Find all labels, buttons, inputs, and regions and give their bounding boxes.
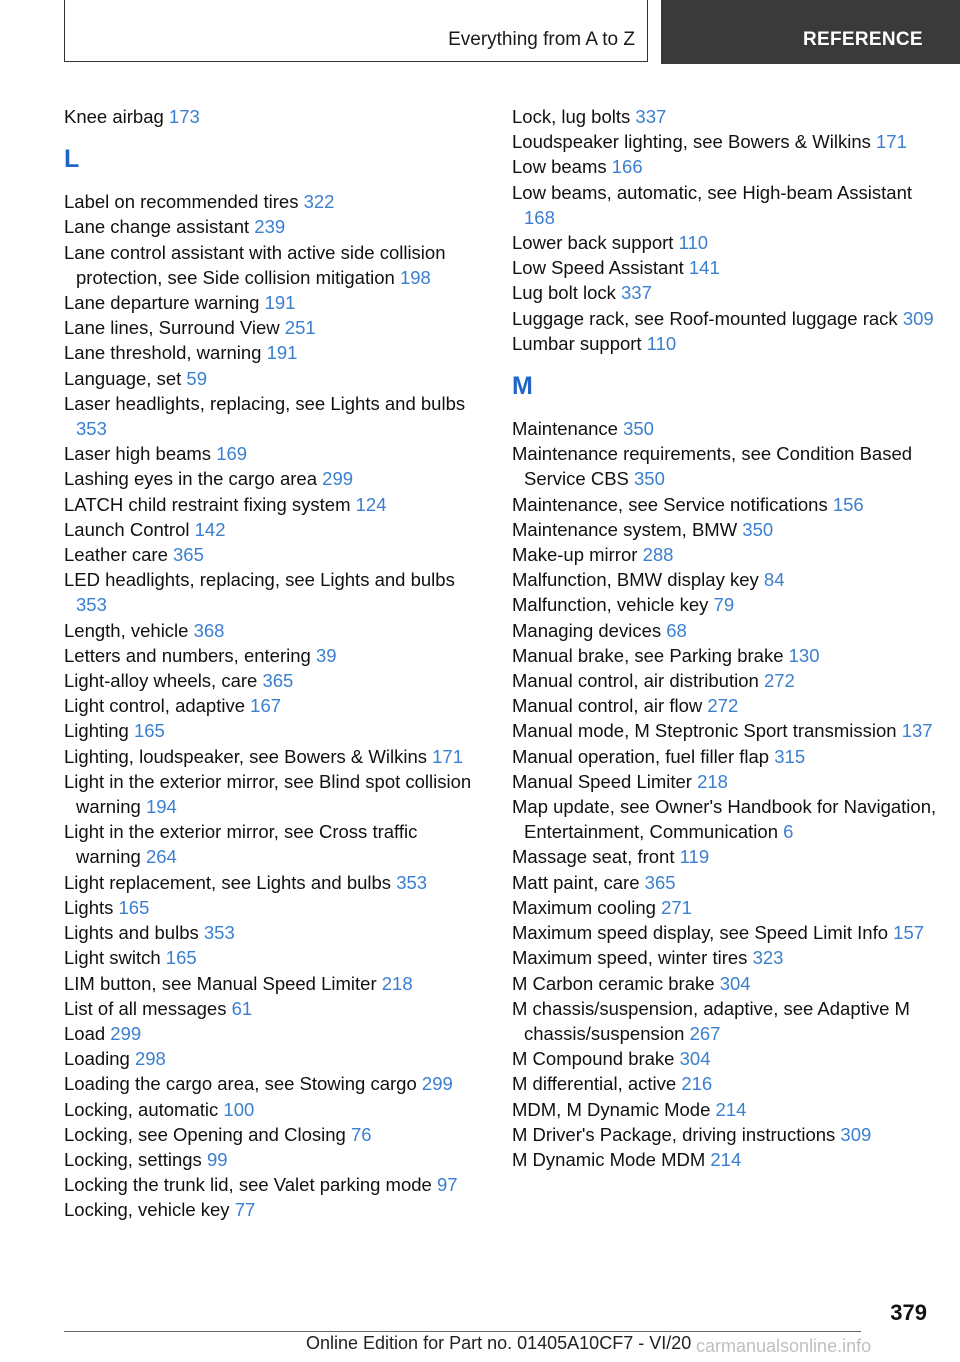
- index-entry: [512, 618, 942, 643]
- index-entry-page-link[interactable]: 350: [742, 518, 774, 540]
- index-entry-page-link[interactable]: 156: [832, 493, 864, 515]
- index-entry: [512, 129, 942, 154]
- index-entry-text: Lane lines, Surround View: [64, 317, 280, 339]
- index-entry-text: Malfunction, vehicle key: [512, 594, 709, 616]
- index-entry-text: Manual control, air flow: [512, 695, 703, 717]
- index-entry-page-link[interactable]: 218: [697, 770, 728, 792]
- index-entry: [64, 1197, 484, 1222]
- index-entry-text: LATCH child restraint fixing system: [64, 493, 351, 515]
- index-entry: [64, 214, 484, 239]
- index-entry-page-link[interactable]: 337: [635, 106, 667, 127]
- index-entry: [512, 643, 942, 668]
- index-entry-page-link[interactable]: 272: [707, 695, 739, 717]
- index-entry: [512, 769, 942, 794]
- index-entry: [64, 315, 484, 340]
- index-entry-page-link[interactable]: 165: [133, 720, 165, 742]
- index-entry: [64, 340, 484, 365]
- index-entry-page-link[interactable]: 304: [679, 1048, 711, 1070]
- index-entry-text: Locking, vehicle key: [64, 1199, 230, 1221]
- index-entry-page-link[interactable]: 169: [216, 443, 248, 465]
- index-entry-text: Loudspeaker lighting, see Bowers & Wilkins: [512, 131, 871, 153]
- index-entry-text: Lower back support: [512, 232, 674, 254]
- index-entry: [512, 180, 942, 230]
- index-entry-text: Label on recommended tires: [64, 191, 299, 213]
- index-entry-text: Loading: [64, 1048, 130, 1070]
- index-letter-l: L: [64, 145, 80, 174]
- index-entry: [64, 466, 484, 491]
- index-entry-text: Light replacement, see Lights and bulbs: [64, 871, 392, 893]
- index-entry-text: M Driver's Package, driving instructions: [512, 1123, 836, 1145]
- header-tab-label: REFERENCE: [803, 29, 923, 50]
- index-entry: [512, 592, 942, 617]
- index-entry-text: Maintenance, see Service notifications: [512, 493, 828, 515]
- index-entry-page-link[interactable]: 97: [436, 1174, 458, 1196]
- index-entry-text: LIM button, see Manual Speed Limiter: [64, 972, 377, 994]
- index-entry-page-link[interactable]: 110: [646, 332, 677, 354]
- index-entry: [64, 517, 484, 542]
- index-entry-text: Locking, settings: [64, 1148, 202, 1170]
- index-entry: [64, 895, 484, 920]
- index-entry: [64, 819, 484, 869]
- index-entry-text: Lane change assistant: [64, 216, 250, 238]
- index-entry: [64, 441, 484, 466]
- index-entry-text: Lights and bulbs: [64, 922, 199, 944]
- page-number: 379: [890, 1300, 927, 1325]
- index-entry-page-link[interactable]: 365: [644, 871, 676, 893]
- index-entry: [512, 1147, 942, 1172]
- index-entry: [64, 290, 484, 315]
- index-entry-text: Lighting, loudspeaker, see Bowers & Wilkins: [64, 745, 427, 767]
- index-entry-page-link[interactable]: 141: [688, 257, 720, 279]
- index-entry: [512, 542, 942, 567]
- index-entry-text: Luggage rack, see Roof-mounted luggage rack: [512, 307, 898, 329]
- index-entry-text: Lighting: [64, 720, 129, 742]
- index-entry-text: Massage seat, front: [512, 846, 675, 868]
- index-entry-page-link[interactable]: 39: [315, 644, 337, 666]
- index-entry-page-link[interactable]: 165: [165, 947, 197, 969]
- index-entry: [512, 744, 942, 769]
- index-entry-page-link[interactable]: 198: [399, 266, 431, 288]
- index-entry-text: Language, set: [64, 367, 182, 389]
- index-entry: [64, 769, 484, 819]
- index-entry-page-link[interactable]: 337: [621, 282, 652, 304]
- index-entry: [64, 643, 484, 668]
- index-entry: [512, 1122, 942, 1147]
- index-entry-page-link[interactable]: 353: [396, 871, 428, 893]
- index-entry: [512, 331, 942, 356]
- index-entry-text: Laser headlights, replacing, see Lights and bulbs: [64, 392, 466, 414]
- index-entry-text: Lashing eyes in the cargo area: [64, 468, 318, 490]
- footer-rule: [64, 1331, 861, 1332]
- index-entry: [512, 280, 942, 305]
- index-entry-page-link[interactable]: 99: [206, 1148, 228, 1170]
- index-entry-page-link[interactable]: 271: [661, 896, 692, 918]
- index-entry: [512, 1097, 942, 1122]
- index-entry-text: Lane departure warning: [64, 292, 260, 314]
- index-entry-text: Leather care: [64, 544, 168, 566]
- index-entry: [64, 718, 484, 743]
- index-entry-text: M Carbon ceramic brake: [512, 972, 715, 994]
- index-entry-page-link[interactable]: 353: [76, 418, 107, 440]
- index-entry-page-link[interactable]: 173: [168, 106, 200, 127]
- index-entry-text: Manual operation, fuel filler flap: [512, 745, 770, 767]
- index-entry: [512, 154, 942, 179]
- index-entry: [64, 1071, 484, 1096]
- index-entry-text: Make-up mirror: [512, 544, 638, 566]
- index-entry-text: Lane threshold, warning: [64, 342, 262, 364]
- index-entry-page-link[interactable]: 323: [752, 947, 784, 969]
- index-entry-page-link[interactable]: 59: [186, 367, 207, 389]
- list-left-top: [64, 104, 484, 129]
- index-entry-text: Launch Control: [64, 518, 190, 540]
- index-entry-page-link[interactable]: 167: [250, 695, 282, 717]
- index-entry-page-link[interactable]: 168: [524, 206, 555, 228]
- index-entry: [512, 996, 942, 1046]
- index-entry-text: Locking the trunk lid, see Valet parking mode: [64, 1174, 432, 1196]
- index-entry: [512, 517, 942, 542]
- index-entry: [512, 255, 942, 280]
- header-section-title: Everything from A to Z: [448, 29, 635, 50]
- index-entry-page-link[interactable]: 299: [421, 1073, 453, 1095]
- index-entry-page-link[interactable]: 68: [666, 619, 687, 641]
- index-entry: [512, 945, 942, 970]
- index-entry-page-link[interactable]: 322: [303, 191, 335, 213]
- index-entry-text: Maintenance: [512, 418, 618, 440]
- index-entry-text: Light control, adaptive: [64, 695, 246, 717]
- index-entry-page-link[interactable]: 214: [715, 1098, 747, 1120]
- footer-edition: Online Edition for Part no. 01405A10CF7 - VI/20: [306, 1333, 692, 1353]
- index-entry: [64, 391, 484, 441]
- index-entry-text: LED headlights, replacing, see Lights and bulbs: [64, 569, 455, 591]
- index-entry-text: M Compound brake: [512, 1048, 675, 1070]
- index-entry-text: M differential, active: [512, 1073, 677, 1095]
- index-entry-page-link[interactable]: 218: [381, 972, 413, 994]
- index-entry: [64, 870, 484, 895]
- index-entry-text: Lug bolt lock: [512, 282, 616, 304]
- index-entry-page-link[interactable]: 171: [432, 745, 464, 767]
- list-right: [512, 416, 942, 1172]
- index-entry-page-link[interactable]: 251: [284, 317, 316, 339]
- index-entry: [64, 971, 484, 996]
- index-entry-page-link[interactable]: 214: [710, 1148, 742, 1170]
- index-entry: [512, 718, 942, 743]
- index-entry-page-link[interactable]: 264: [145, 846, 177, 868]
- index-entry-page-link[interactable]: 267: [689, 1022, 721, 1044]
- index-entry-page-link[interactable]: 239: [254, 216, 286, 238]
- index-entry-page-link[interactable]: 299: [322, 468, 354, 490]
- index-entry-text: Low beams, automatic, see High-beam Assistant: [512, 181, 912, 203]
- index-entry-text: Length, vehicle: [64, 619, 189, 641]
- index-entry: [512, 971, 942, 996]
- index-entry-page-link[interactable]: 191: [264, 292, 296, 314]
- index-entry: [64, 567, 484, 617]
- index-entry-page-link[interactable]: 368: [193, 619, 225, 641]
- index-entry-text: Light-alloy wheels, care: [64, 670, 258, 692]
- index-entry: [64, 1172, 484, 1197]
- index-entry-text: Maintenance requirements, see Condition Based Service CBS: [512, 443, 913, 490]
- index-entry: [64, 618, 484, 643]
- index-entry-page-link[interactable]: 119: [679, 846, 710, 868]
- index-entry-page-link[interactable]: 299: [110, 1022, 142, 1044]
- index-entry-text: Maximum speed, winter tires: [512, 947, 748, 969]
- index-entry: [64, 1122, 484, 1147]
- index-entry: [64, 104, 484, 129]
- index-entry: [512, 794, 942, 844]
- index-entry-page-link[interactable]: 304: [719, 972, 751, 994]
- index-entry-page-link[interactable]: 76: [350, 1123, 372, 1145]
- index-entry: [512, 416, 942, 441]
- index-entry-page-link[interactable]: 157: [893, 922, 925, 944]
- index-entry-text: Manual control, air distribution: [512, 670, 759, 692]
- index-entry-page-link[interactable]: 353: [76, 594, 107, 616]
- index-entry-text: Letters and numbers, entering: [64, 644, 311, 666]
- index-entry: [512, 230, 942, 255]
- index-entry: [64, 693, 484, 718]
- index-letter-m: M: [512, 372, 533, 401]
- index-entry-text: Map update, see Owner's Handbook for Navigation, Entertainment, Communication: [512, 796, 937, 843]
- index-entry-page-link[interactable]: 216: [681, 1073, 713, 1095]
- index-entry-page-link[interactable]: 194: [145, 796, 177, 818]
- index-entry-page-link[interactable]: 353: [203, 922, 235, 944]
- index-entry-text: Manual mode, M Steptronic Sport transmission: [512, 720, 897, 742]
- index-entry: [512, 567, 942, 592]
- index-entry-page-link[interactable]: 315: [774, 745, 806, 767]
- index-entry: [512, 492, 942, 517]
- index-entry-text: Lock, lug bolts: [512, 106, 631, 127]
- index-entry: [512, 441, 942, 491]
- index-entry: [64, 996, 484, 1021]
- index-entry-text: Load: [64, 1022, 106, 1044]
- index-entry-page-link[interactable]: 298: [134, 1048, 166, 1070]
- index-entry-text: Lumbar support: [512, 332, 642, 354]
- index-entry-text: Locking, see Opening and Closing: [64, 1123, 346, 1145]
- index-entry: [64, 240, 484, 290]
- list-right-top: [512, 104, 942, 356]
- index-entry: [512, 668, 942, 693]
- index-entry: [512, 104, 942, 129]
- index-entry-page-link[interactable]: 124: [355, 493, 387, 515]
- index-column-right: [512, 104, 942, 1172]
- index-entry-page-link[interactable]: 272: [763, 670, 795, 692]
- index-entry-page-link[interactable]: 350: [634, 468, 665, 490]
- index-entry-page-link[interactable]: 309: [840, 1123, 872, 1145]
- index-entry: [64, 744, 484, 769]
- index-entry-page-link[interactable]: 137: [901, 720, 933, 742]
- index-entry-page-link[interactable]: 165: [118, 896, 150, 918]
- index-entry-text: Laser high beams: [64, 443, 212, 465]
- index-entry-text: Matt paint, care: [512, 871, 640, 893]
- index-entry: [512, 920, 942, 945]
- index-entry: [64, 920, 484, 945]
- index-entry-page-link[interactable]: 6: [783, 821, 794, 843]
- index-entry: [512, 1046, 942, 1071]
- index-entry-page-link[interactable]: 100: [223, 1098, 255, 1120]
- index-entry: [512, 693, 942, 718]
- index-entry-page-link[interactable]: 288: [642, 544, 674, 566]
- index-entry-text: Malfunction, BMW display key: [512, 569, 759, 591]
- index-entry-page-link[interactable]: 166: [611, 156, 643, 178]
- index-entry-page-link[interactable]: 365: [262, 670, 294, 692]
- index-entry-text: Manual Speed Limiter: [512, 770, 692, 792]
- index-entry: [64, 1021, 484, 1046]
- index-entry: [64, 366, 484, 391]
- index-entry-page-link[interactable]: 110: [678, 232, 709, 254]
- index-entry-text: Lane control assistant with active side collision protection, see Side collision mitigation: [64, 241, 446, 288]
- index-entry-text: Light in the exterior mirror, see Blind spot collision warning: [64, 770, 472, 818]
- index-entry-text: Light switch: [64, 947, 161, 969]
- index-entry: [512, 306, 942, 331]
- index-entry-page-link[interactable]: 365: [173, 544, 204, 566]
- index-entry: [64, 1147, 484, 1172]
- index-entry-text: Managing devices: [512, 619, 662, 641]
- index-entry-text: Knee airbag: [64, 106, 164, 127]
- index-entry-page-link[interactable]: 142: [194, 518, 226, 540]
- index-entry-text: Maximum speed display, see Speed Limit Info: [512, 922, 889, 944]
- index-entry-text: Maintenance system, BMW: [512, 518, 738, 540]
- index-entry: [64, 668, 484, 693]
- index-entry-text: M chassis/suspension, adaptive, see Adaptive M chassis/suspension: [512, 997, 910, 1044]
- index-entry-text: Light in the exterior mirror, see Cross traffic warning: [64, 821, 418, 868]
- index-entry-page-link[interactable]: 171: [876, 131, 907, 153]
- index-entry-page-link[interactable]: 130: [788, 644, 820, 666]
- index-entry: [64, 1097, 484, 1122]
- index-entry: [64, 492, 484, 517]
- index-entry-page-link[interactable]: 61: [231, 997, 253, 1019]
- index-entry-page-link[interactable]: 84: [763, 569, 785, 591]
- index-entry-page-link[interactable]: 191: [266, 342, 298, 364]
- index-entry-page-link[interactable]: 79: [713, 594, 735, 616]
- index-entry-page-link[interactable]: 309: [902, 307, 934, 329]
- index-entry: [512, 895, 942, 920]
- list-left: [64, 189, 484, 1222]
- index-entry-page-link[interactable]: 77: [234, 1199, 256, 1221]
- index-entry: [64, 189, 484, 214]
- watermark: carmanualsonline.info: [696, 1336, 872, 1356]
- index-entry: [64, 542, 484, 567]
- index-entry-text: MDM, M Dynamic Mode: [512, 1098, 711, 1120]
- index-entry: [512, 1071, 942, 1096]
- index-column-left: [64, 104, 484, 1223]
- index-entry-text: Lights: [64, 896, 114, 918]
- index-entry-text: Manual brake, see Parking brake: [512, 644, 784, 666]
- index-entry-text: Low Speed Assistant: [512, 257, 684, 279]
- index-entry-page-link[interactable]: 350: [623, 418, 654, 440]
- index-entry-text: Low beams: [512, 156, 607, 178]
- index-entry-text: List of all messages: [64, 997, 227, 1019]
- index-entry-text: Locking, automatic: [64, 1098, 219, 1120]
- index-entry: [512, 844, 942, 869]
- index-entry: [64, 945, 484, 970]
- index-entry: [64, 1046, 484, 1071]
- index-entry-text: Maximum cooling: [512, 896, 656, 918]
- index-entry-text: M Dynamic Mode MDM: [512, 1148, 706, 1170]
- index-entry-text: Loading the cargo area, see Stowing cargo: [64, 1073, 417, 1095]
- header-tab: [661, 0, 960, 64]
- header-section-box: [64, 0, 648, 62]
- index-entry: [512, 870, 942, 895]
